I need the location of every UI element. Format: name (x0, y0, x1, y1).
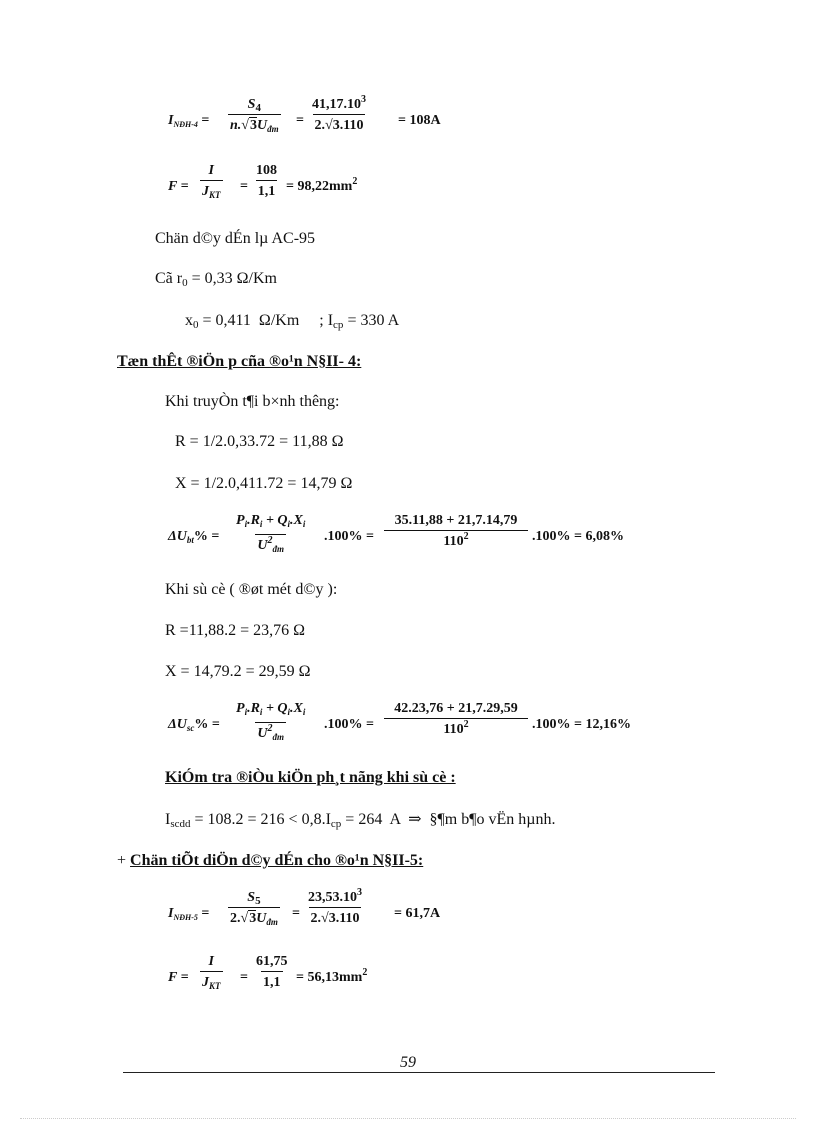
eq1-fraction-2 (310, 96, 368, 134)
eq6-result: = 56,13mm (296, 970, 363, 985)
thermal-check-line (165, 810, 555, 830)
eq4-lhs-sub: sc (186, 723, 195, 733)
x0-sub2: cp (333, 319, 344, 331)
eq3-den1-sub: đm (272, 544, 285, 554)
eq4-fraction-1 (234, 700, 307, 746)
eq6-den2: 1,1 (261, 971, 283, 991)
check-sub: scdd (170, 818, 191, 830)
r0-sub: 0 (182, 277, 188, 289)
eq3-fraction-1 (234, 512, 307, 558)
equation-section-f1: F = I $J_{KT}$ = $\frac{108}{1,1}$ = $98,22mm^2$ (168, 162, 408, 212)
eq5-num1: S (247, 890, 256, 905)
eq1-den1-sub: đm (267, 124, 279, 134)
heading-voltage-loss: Tæn thÊt ®iÖn p cña ®o¹n N§II- 4: (117, 353, 362, 370)
check-mid: = 108.2 = 216 < 0,8.I (190, 811, 331, 828)
eq1-den1-a: n. (230, 118, 242, 133)
eq1-fraction-1: $S_4$ $n.√3U_{đm}$ (228, 96, 281, 138)
eq4-den1-sup: 2 (267, 723, 273, 734)
eq1-den2: 2.√3.110 (313, 114, 366, 134)
eq1-num2: 41,17.10 (312, 97, 361, 112)
eq6-result-sup: 2 (362, 967, 368, 978)
eq2-num1: I (208, 163, 214, 178)
eq2-lhs: F (168, 179, 178, 194)
equation-voltage-drop-normal (168, 512, 648, 562)
eq3-den2-sup: 2 (463, 531, 469, 542)
eq1-result: = 108A (398, 113, 441, 128)
eq6-den1: J (202, 975, 209, 990)
eq3-den2: 110 (443, 534, 464, 549)
eq5-den1-b: U (256, 911, 267, 926)
eq4-num1-x-sub: i (302, 707, 306, 717)
eq1-num2-sup: 3 (361, 94, 366, 105)
eq5-num2-sup: 3 (357, 887, 362, 898)
eq3-num1-plus: + Q (262, 513, 288, 528)
heading-plus: + (117, 852, 131, 869)
r0-post: = 0,33 Ω/Km (187, 270, 277, 287)
fault-mode-text: Khi sù cè ( ®øt mét d©y ): (165, 581, 338, 598)
eq4-num1-x: .X (290, 701, 303, 716)
eq5-den1-sqrt: 3 (249, 911, 257, 926)
eq5-den1-a: 2. (230, 911, 241, 926)
footer-rule (123, 1072, 715, 1073)
eq1-num1: S (247, 97, 256, 112)
eq6-num1: I (208, 954, 214, 969)
eq5-lhs: I (168, 906, 174, 921)
heading-section-ndii5 (117, 851, 423, 871)
eq4-num1-tail: .R (247, 701, 260, 716)
eq5-den2: 2.√3.110 (309, 907, 362, 927)
eq3-num1-x-sub: i (302, 519, 306, 529)
r-normal-text: R = 1/2.0,33.72 = 11,88 Ω (175, 433, 344, 450)
eq3-num1-tail: .R (247, 513, 260, 528)
page-number: 59 (400, 1054, 416, 1071)
check-post: = 264 A ⇒ §¶m b¶o vËn hµnh. (341, 811, 556, 828)
equation-section-f2: F = I $J_{KT}$ = $\frac{61,75}{1,1}$ = $56,13mm^2$ (168, 953, 408, 1003)
x0-line (185, 311, 399, 331)
eq1-den1-b: U (256, 118, 268, 133)
eq4-num1-mid: i (244, 707, 248, 717)
wire-choice-text: Chän d©y dÉn lµ AC-95 (155, 230, 316, 247)
eq3-den1-sup: 2 (267, 535, 273, 546)
eq4-mult: .100% = (324, 717, 374, 732)
x0-post: = 330 A (343, 312, 400, 329)
eq5-fraction-1: $S_5$ $2.√3U_{đm}$ (228, 889, 280, 931)
eq3-num1-tail-sub: i (259, 519, 263, 529)
eq3-lhs-sub: bt (186, 535, 194, 545)
x-normal-text: X = 1/2.0,411.72 = 14,79 Ω (175, 475, 353, 492)
check-sub2: cp (330, 818, 342, 830)
page-bottom-dotted-border (20, 1118, 796, 1119)
eq2-fraction-2 (254, 162, 279, 200)
eq5-num2: 23,53.10 (308, 890, 357, 905)
eq2-den1: J (202, 184, 209, 199)
eq4-num1-tail-sub: i (259, 707, 263, 717)
eq4-den1: U (257, 726, 268, 741)
x-fault-text: X = 14,79.2 = 29,59 Ω (165, 663, 311, 680)
eq1-lhs: I (168, 113, 174, 128)
eq6-fraction-1 (200, 953, 223, 995)
eq5-den1-sub: đm (266, 917, 278, 927)
x0-sub: 0 (193, 319, 199, 331)
check-pre: I (165, 811, 171, 828)
eq4-num1-plus: + Q (262, 701, 288, 716)
eq1-num1-sub: 4 (255, 102, 261, 114)
eq3-den1: U (257, 538, 268, 553)
equation-current-ndh5: $I_{NĐH-5}$ = $S_5$ $2.√3U_{đm}$ = $\frac{23,53.10^3}{2.√3.110}$ = 61,7A (168, 889, 468, 939)
eq6-num2: 61,75 (256, 954, 288, 969)
eq4-num2: 42.23,76 + 21,7.29,59 (394, 701, 518, 716)
normal-mode-text: Khi truyÒn t¶i b×nh thêng: (165, 393, 340, 410)
eq2-num2: 108 (256, 163, 277, 178)
eq2-result: = 98,22mm (286, 179, 353, 194)
eq3-num1-mid: i (244, 519, 248, 529)
eq4-num1-q-sub: i (287, 707, 291, 717)
eq1-den1-sqrt: 3 (249, 118, 257, 133)
equation-voltage-drop-fault (168, 700, 648, 750)
eq4-den2: 110 (443, 722, 464, 737)
eq3-num2: 35.11,88 + 21,7.14,79 (394, 513, 518, 528)
eq3-mult: .100% = (324, 529, 374, 544)
heading-section-text: Chän tiÕt diÖn d©y dÉn cho ®o¹n N§II-5: (130, 852, 424, 869)
eq6-fraction-2 (254, 953, 290, 991)
eq6-den1-sub: KT (209, 981, 221, 991)
eq4-result: .100% = 12,16% (532, 717, 631, 732)
eq2-den2: 1,1 (256, 180, 278, 200)
eq2-fraction-1 (200, 162, 223, 204)
eq1-lhs-sub: NĐH-4 (173, 120, 198, 129)
eq4-num1: P (236, 701, 245, 716)
eq4-den1-sub: đm (272, 732, 285, 742)
x0-pre: x (185, 312, 193, 329)
eq4-lhs: ΔU (168, 717, 187, 732)
eq5-num1-sub: 5 (255, 895, 261, 907)
eq4-fraction-2 (384, 700, 528, 738)
eq3-result: .100% = 6,08% (532, 529, 624, 544)
eq3-num1-q-sub: i (287, 519, 291, 529)
r-fault-text: R =11,88.2 = 23,76 Ω (165, 622, 306, 639)
eq3-num1-x: .X (290, 513, 303, 528)
eq2-result-sup: 2 (352, 176, 358, 187)
eq5-result: = 61,7A (394, 906, 441, 921)
eq4-den2-sup: 2 (463, 719, 469, 730)
eq3-lhs-post: % = (193, 529, 220, 544)
r0-pre: Cã r (155, 270, 183, 287)
eq3-num1: P (236, 513, 245, 528)
heading-thermal-check: KiÓm tra ®iÒu kiÖn ph¸t nãng khi sù cè : (165, 769, 456, 786)
eq6-lhs: F (168, 970, 178, 985)
eq4-lhs-post: % = (194, 717, 220, 732)
eq3-lhs: ΔU (168, 529, 187, 544)
eq5-lhs-sub: NĐH-5 (173, 913, 198, 922)
eq5-fraction-2 (306, 889, 364, 927)
x0-mid: = 0,411 Ω/Km ; I (198, 312, 334, 329)
eq3-fraction-2 (384, 512, 528, 550)
equation-current-ndh4: $I_{NĐH-4}$ = $S_4$ $n.√3U_{đm}$ = $\frac{41,17.10^3}{2.√3.110}$ = 108A (168, 96, 468, 146)
r0-line (155, 269, 277, 289)
eq2-den1-sub: KT (209, 190, 221, 200)
